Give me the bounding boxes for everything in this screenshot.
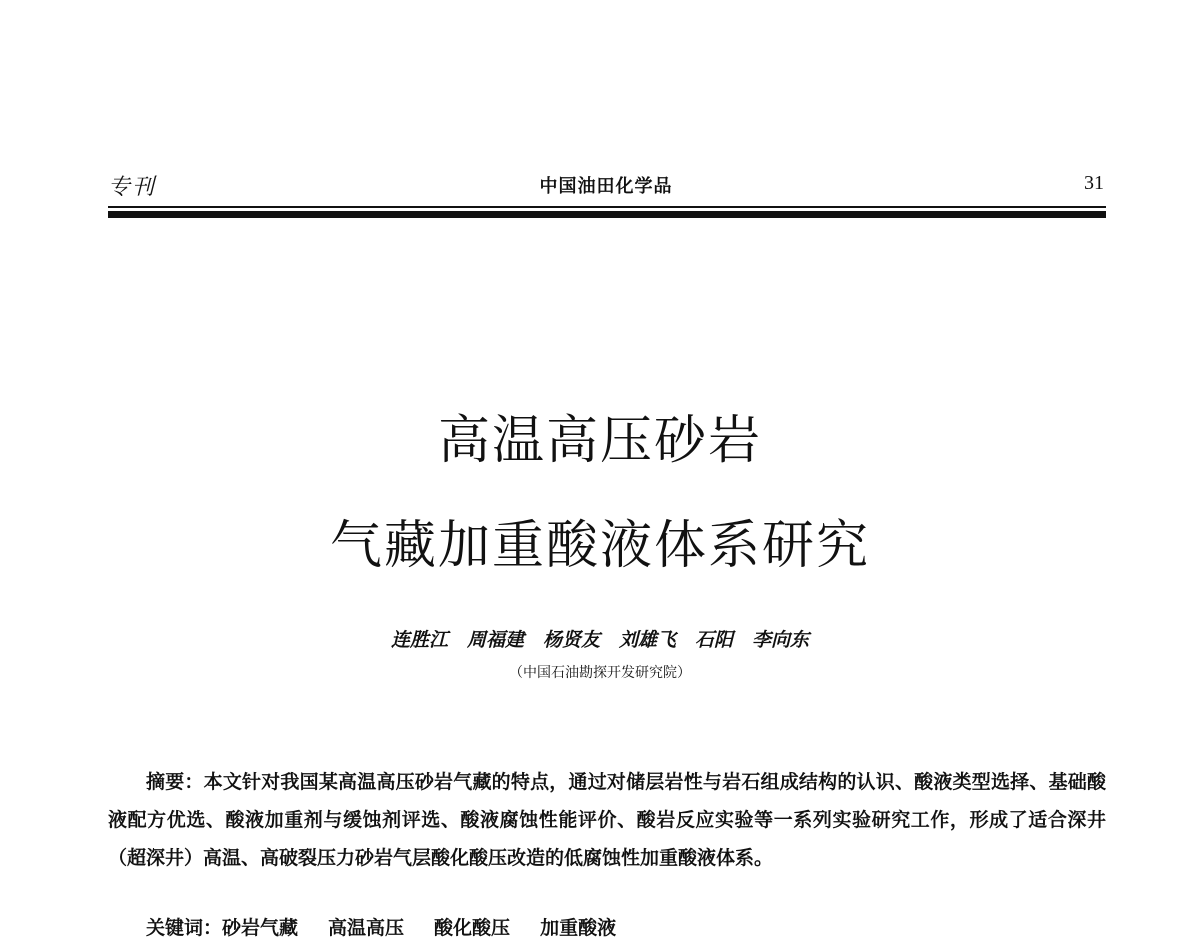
journal-name: 中国油田化学品 bbox=[539, 176, 673, 197]
affiliation: （中国石油勘探开发研究院） bbox=[509, 665, 691, 681]
paper-title-line-2: 气藏加重酸液体系研究 bbox=[329, 516, 870, 576]
page-number: 31 bbox=[1084, 172, 1104, 194]
author-list: 连胜江 周福建 杨贤友 刘雄飞 石阳 李向东 bbox=[390, 629, 809, 651]
header-section-label: 专刊 bbox=[108, 175, 157, 200]
running-header bbox=[108, 170, 1104, 200]
paper-title-line-1: 高温高压砂岩 bbox=[437, 411, 762, 471]
keywords-label: 关键词： bbox=[146, 917, 223, 939]
keyword-item: 高温高压 bbox=[328, 917, 405, 939]
keyword-item: 加重酸液 bbox=[540, 917, 617, 939]
keyword-item: 砂岩气藏 bbox=[222, 917, 299, 939]
header-rule-thin bbox=[108, 206, 1106, 208]
abstract-paragraph: 摘要：本文针对我国某高温高压砂岩气藏的特点，通过对储层岩性与岩石组成结构的认识、酸液类型选择、基础酸液配方优选、酸液加重剂与缓蚀剂评选、酸液腐蚀性能评价、酸岩反应实验等一系列实验研究工作，形成了适合深井（超深井）高温、高破裂压力砂岩气层酸化酸压改造的低腐蚀性加重酸液体系。 bbox=[108, 771, 1106, 869]
header-rule-thick bbox=[108, 211, 1106, 218]
keyword-item: 酸化酸压 bbox=[434, 917, 511, 939]
keywords-line bbox=[146, 913, 646, 940]
